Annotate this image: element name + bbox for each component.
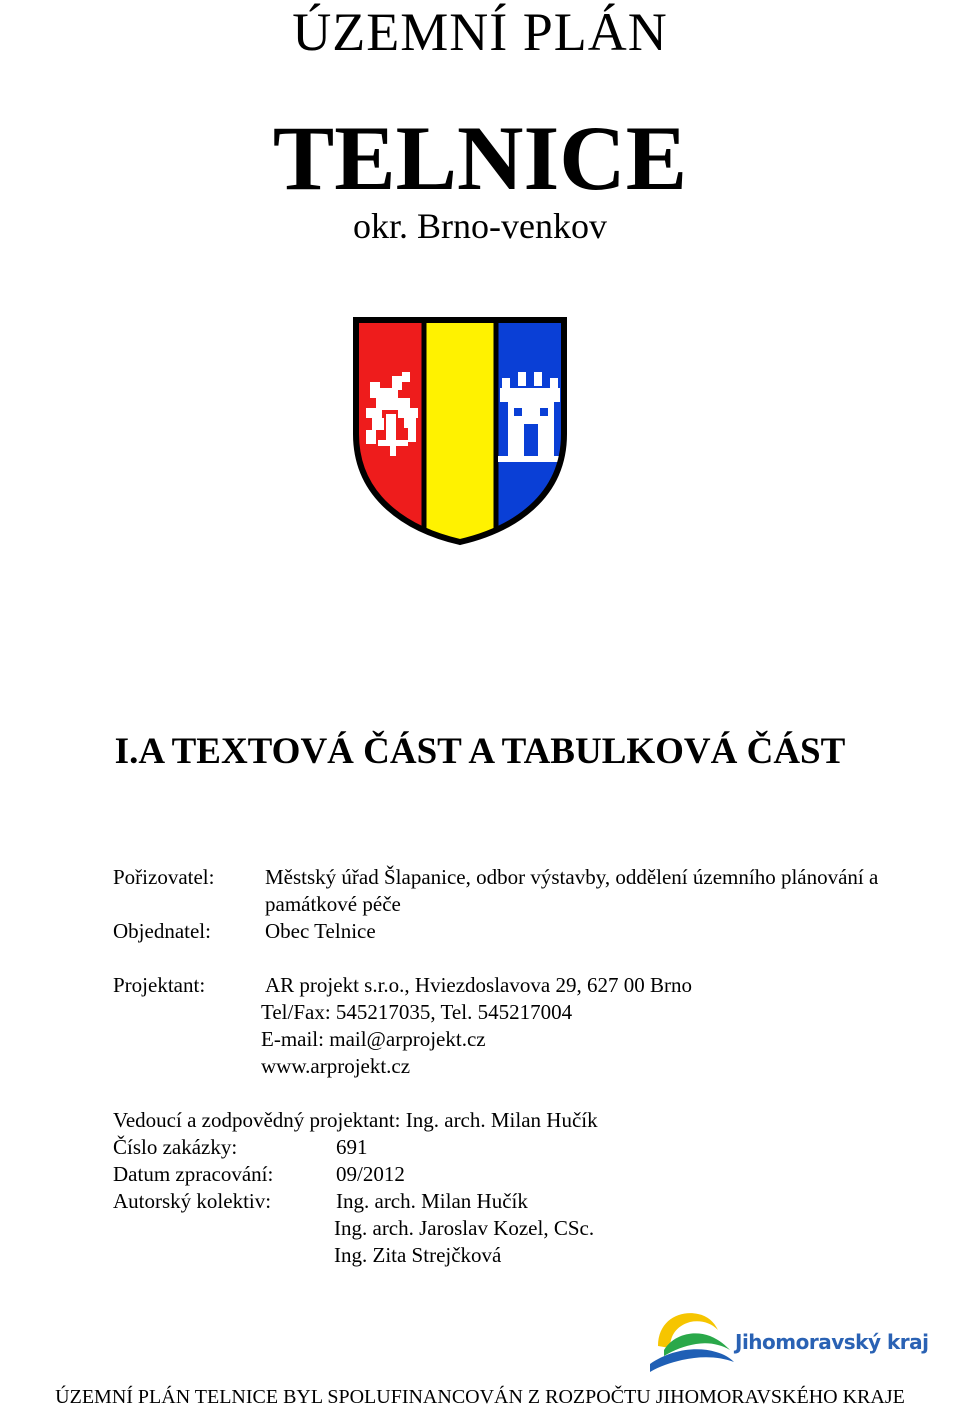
author-team-member: Ing. arch. Jaroslav Kozel, CSc.	[334, 1216, 595, 1240]
projektant-phone: Tel/Fax: 545217035, Tel. 545217004	[261, 1000, 573, 1024]
district-label: okr. Brno-venkov	[353, 206, 607, 246]
lead-designer: Vedoucí a zodpovědný projektant: Ing. arch. Milan Hučík	[113, 1108, 598, 1132]
shield-yellow-stripe	[424, 316, 496, 546]
region-logo-text: Jihomoravský kraj	[735, 1330, 929, 1354]
order-number-value: 691	[336, 1135, 368, 1159]
processing-date-label: Datum zpracování:	[113, 1162, 274, 1186]
projektant-email: E-mail: mail@arprojekt.cz	[261, 1027, 486, 1051]
projektant-label: Projektant:	[113, 973, 206, 997]
coat-of-arms-icon	[352, 316, 568, 546]
author-team-member: Ing. arch. Milan Hučík	[336, 1189, 528, 1213]
objednatel-label: Objednatel:	[113, 919, 211, 943]
author-team-label: Autorský kolektiv:	[113, 1189, 272, 1213]
porizovatel-label: Pořizovatel:	[113, 865, 215, 889]
porizovatel-value-line1: Městský úřad Šlapanice, odbor výstavby, oddělení územního plánování a	[265, 865, 879, 889]
objednatel-value: Obec Telnice	[265, 919, 376, 943]
section-title: I.A TEXTOVÁ ČÁST A TABULKOVÁ ČÁST	[114, 731, 846, 772]
funding-footer: ÚZEMNÍ PLÁN TELNICE BYL SPOLUFINANCOVÁN Z ROZPOČTU JIHOMORAVSKÉHO KRAJE	[55, 1386, 905, 1408]
town-name: TELNICE	[272, 107, 688, 209]
processing-date-value: 09/2012	[336, 1162, 405, 1186]
order-number-label: Číslo zakázky:	[113, 1135, 238, 1159]
projektant-value-line1: AR projekt s.r.o., Hviezdoslavova 29, 627 00 Brno	[265, 973, 692, 997]
author-team-member: Ing. Zita Strejčková	[334, 1243, 502, 1267]
porizovatel-value-line2: památkové péče	[265, 892, 401, 916]
document-type-title: ÚZEMNÍ PLÁN	[292, 2, 668, 62]
projektant-website: www.arprojekt.cz	[261, 1054, 411, 1078]
